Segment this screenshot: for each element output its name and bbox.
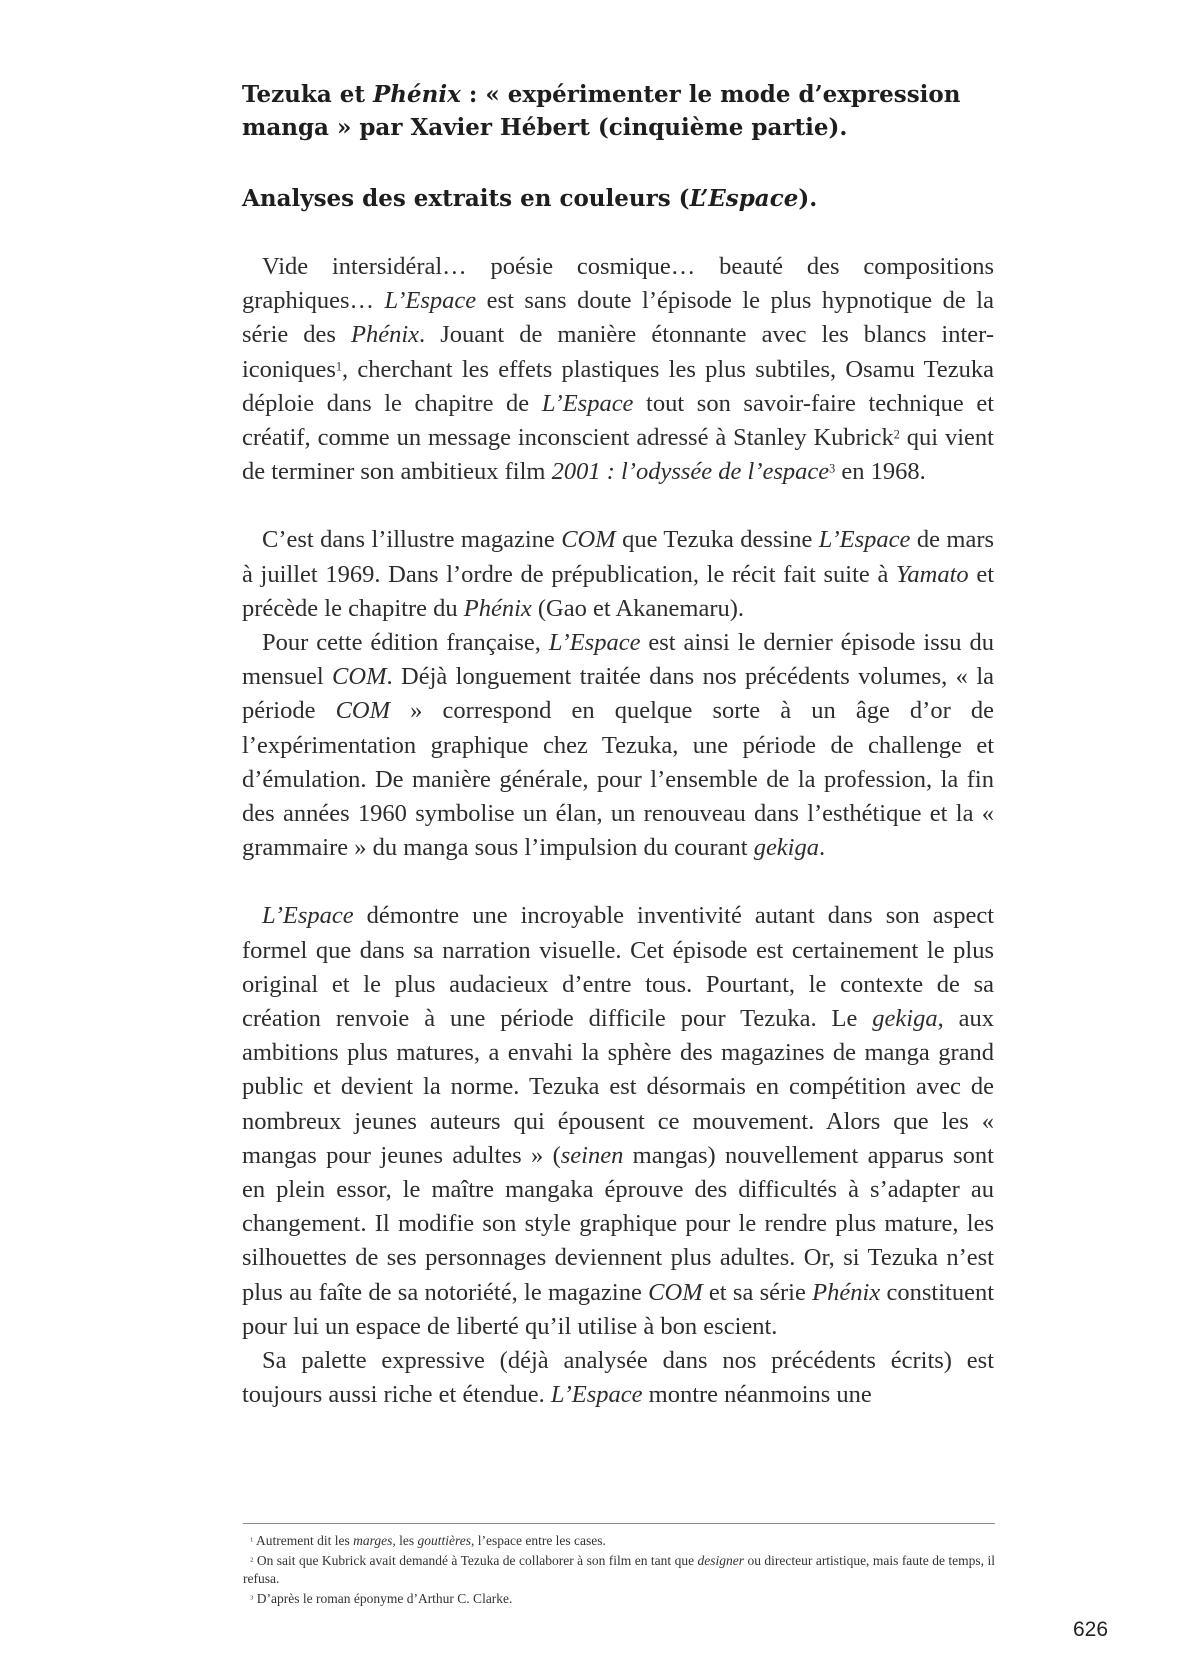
text-run: : « expérimenter le mode d’expression manga » par Xavier Hébert (cinquième partie). [242, 81, 961, 141]
footnotes [243, 1532, 995, 1610]
body-text [242, 250, 994, 1413]
footnote-ref: 2 [250, 1556, 254, 1564]
italic-text: Phénix [373, 81, 461, 108]
section-subtitle [242, 182, 1002, 215]
italic-text: marges [353, 1533, 393, 1548]
text-run: . Déjà longuement traitée dans nos précédents volumes, « la période [242, 663, 995, 725]
italic-text: COM [335, 697, 391, 725]
text-run: que Tezuka dessine [615, 526, 819, 554]
text-run: mangas) nouvellement apparus sont en plein essor, le maître mangaka éprouve des difficultés à s’adapter au changement. Il modifie son style graphique pour le rendre plus mature, les silhouettes de ses personnages deviennent plus adultes. Or, si Tezuka n’est plus au faîte de sa notoriété, le magazine [242, 1141, 994, 1306]
text-run: (Gao et Akanemaru). [531, 594, 745, 622]
paragraph [242, 523, 994, 626]
text-run: en 1968. [835, 458, 926, 486]
italic-text: L’Espace [541, 389, 634, 417]
footnote-ref: 3 [829, 461, 836, 476]
italic-text: Yamato [896, 560, 969, 588]
italic-text: COM [648, 1278, 703, 1306]
text-run: On sait que Kubrick avait demandé à Tezuka de collaborer à son film en tant que [253, 1553, 698, 1568]
text-run: est ainsi le dernier épisode issu du mensuel [242, 629, 994, 691]
text-run: , les [392, 1533, 418, 1548]
paragraph [242, 899, 994, 1344]
italic-text: L’Espace [548, 629, 641, 657]
text-run: C’est dans l’illustre magazine [262, 526, 562, 554]
footnote [243, 1532, 995, 1550]
italic-text: L’Espace [550, 1381, 643, 1409]
footnote-ref: 2 [893, 427, 900, 442]
text-run: , cherchant les effets plastiques les plus subtiles, Osamu Tezuka déploie dans le chapitre de [242, 355, 994, 417]
paragraph [242, 250, 994, 489]
text-run: , aux ambitions plus matures, a envahi la sphère des magazines de manga grand public et devient la norme. Tezuka est désormais en compétition avec de nombreux jeunes auteurs qui épousent ce mouvement. Alors que les « mangas pour jeunes adultes » ( [242, 1005, 994, 1169]
italic-text: L’Espace [818, 526, 911, 554]
footnote [243, 1590, 995, 1608]
paragraph [242, 626, 994, 865]
italic-text: L’Espace [262, 902, 354, 930]
text-run: Analyses des extraits en couleurs ( [242, 185, 690, 212]
italic-text: 2001 : l’odyssée de l’espace [551, 458, 830, 486]
text-run: D’après le roman éponyme d’Arthur C. Clarke. [253, 1591, 513, 1606]
page-number: 626 [1073, 1618, 1109, 1641]
text-run: de mars à juillet 1969. Dans l’ordre de prépublication, le récit fait suite à [242, 526, 995, 588]
footnote-divider [243, 1523, 995, 1524]
text-run: montre néanmoins une [642, 1381, 872, 1409]
italic-text: gekiga [872, 1005, 938, 1033]
text-run: Autrement dit les [253, 1533, 354, 1548]
text-run: ). [798, 185, 818, 212]
text-run: et sa série [702, 1278, 813, 1306]
text-run: , l’espace entre les cases. [470, 1533, 606, 1548]
text-run: . [819, 834, 826, 862]
italic-text: L’Espace [384, 287, 477, 315]
text-run: » correspond en quelque sorte à un âge d’or de l’expérimentation graphique chez Tezuka, une période de challenge et d’émulation. De manière générale, pour l’ensemble de la profession, la fin des années 1960 symbolise un élan, un renouveau dans l’esthétique et la « grammaire » du manga sous l’impulsion du courant [242, 697, 995, 862]
italic-text: COM [561, 526, 616, 554]
text-run: constituent pour lui un espace de liberté qu’il utilise à bon escient. [242, 1278, 995, 1340]
text-run: est sans doute l’épisode le plus hypnotique de la série des [242, 287, 994, 349]
paragraph [242, 1344, 994, 1412]
italic-text: Phénix [463, 594, 532, 622]
text-run: démontre une incroyable inventivité autant dans son aspect formel que dans sa narration visuelle. Cet épisode est certainement le plus original et le plus audacieux d’entre tous. Pourtant, le contexte de sa création renvoie à une période difficile pour Tezuka. Le [242, 902, 994, 1033]
italic-text: Phénix [351, 321, 420, 349]
text-run: qui vient de terminer son ambitieux film [242, 424, 994, 486]
article-title [242, 78, 1002, 144]
footnote [243, 1552, 995, 1588]
italic-text: Phénix [812, 1278, 881, 1306]
text-run: ou directeur artistique, mais faute de temps, il refusa. [243, 1553, 995, 1586]
italic-text: COM [332, 663, 387, 691]
italic-text: L’Espace [689, 185, 799, 212]
footnote-ref: 1 [250, 1536, 254, 1544]
text-run: Pour cette édition française, [262, 629, 549, 657]
footnote-ref: 1 [335, 358, 343, 373]
text-run: Tezuka et [242, 81, 374, 108]
text-run: tout son savoir-faire technique et créatif, comme un message inconscient adressé à Stanley Kubrick [242, 389, 994, 452]
italic-text: gekiga [753, 834, 819, 862]
italic-text: designer [697, 1553, 745, 1568]
text-run: Vide intersidéral… poésie cosmique… beauté des compositions graphiques… [242, 253, 994, 315]
text-run: Sa palette expressive (déjà analysée dans nos précédents écrits) est toujours aussi riche et étendue. [242, 1347, 994, 1409]
footnote-ref: 3 [250, 1594, 254, 1602]
italic-text: seinen [560, 1141, 624, 1169]
text-run: . Jouant de manière étonnante avec les blancs inter-iconiques [242, 321, 994, 383]
text-run: et précède le chapitre du [242, 560, 994, 622]
italic-text: gouttières [417, 1533, 471, 1548]
